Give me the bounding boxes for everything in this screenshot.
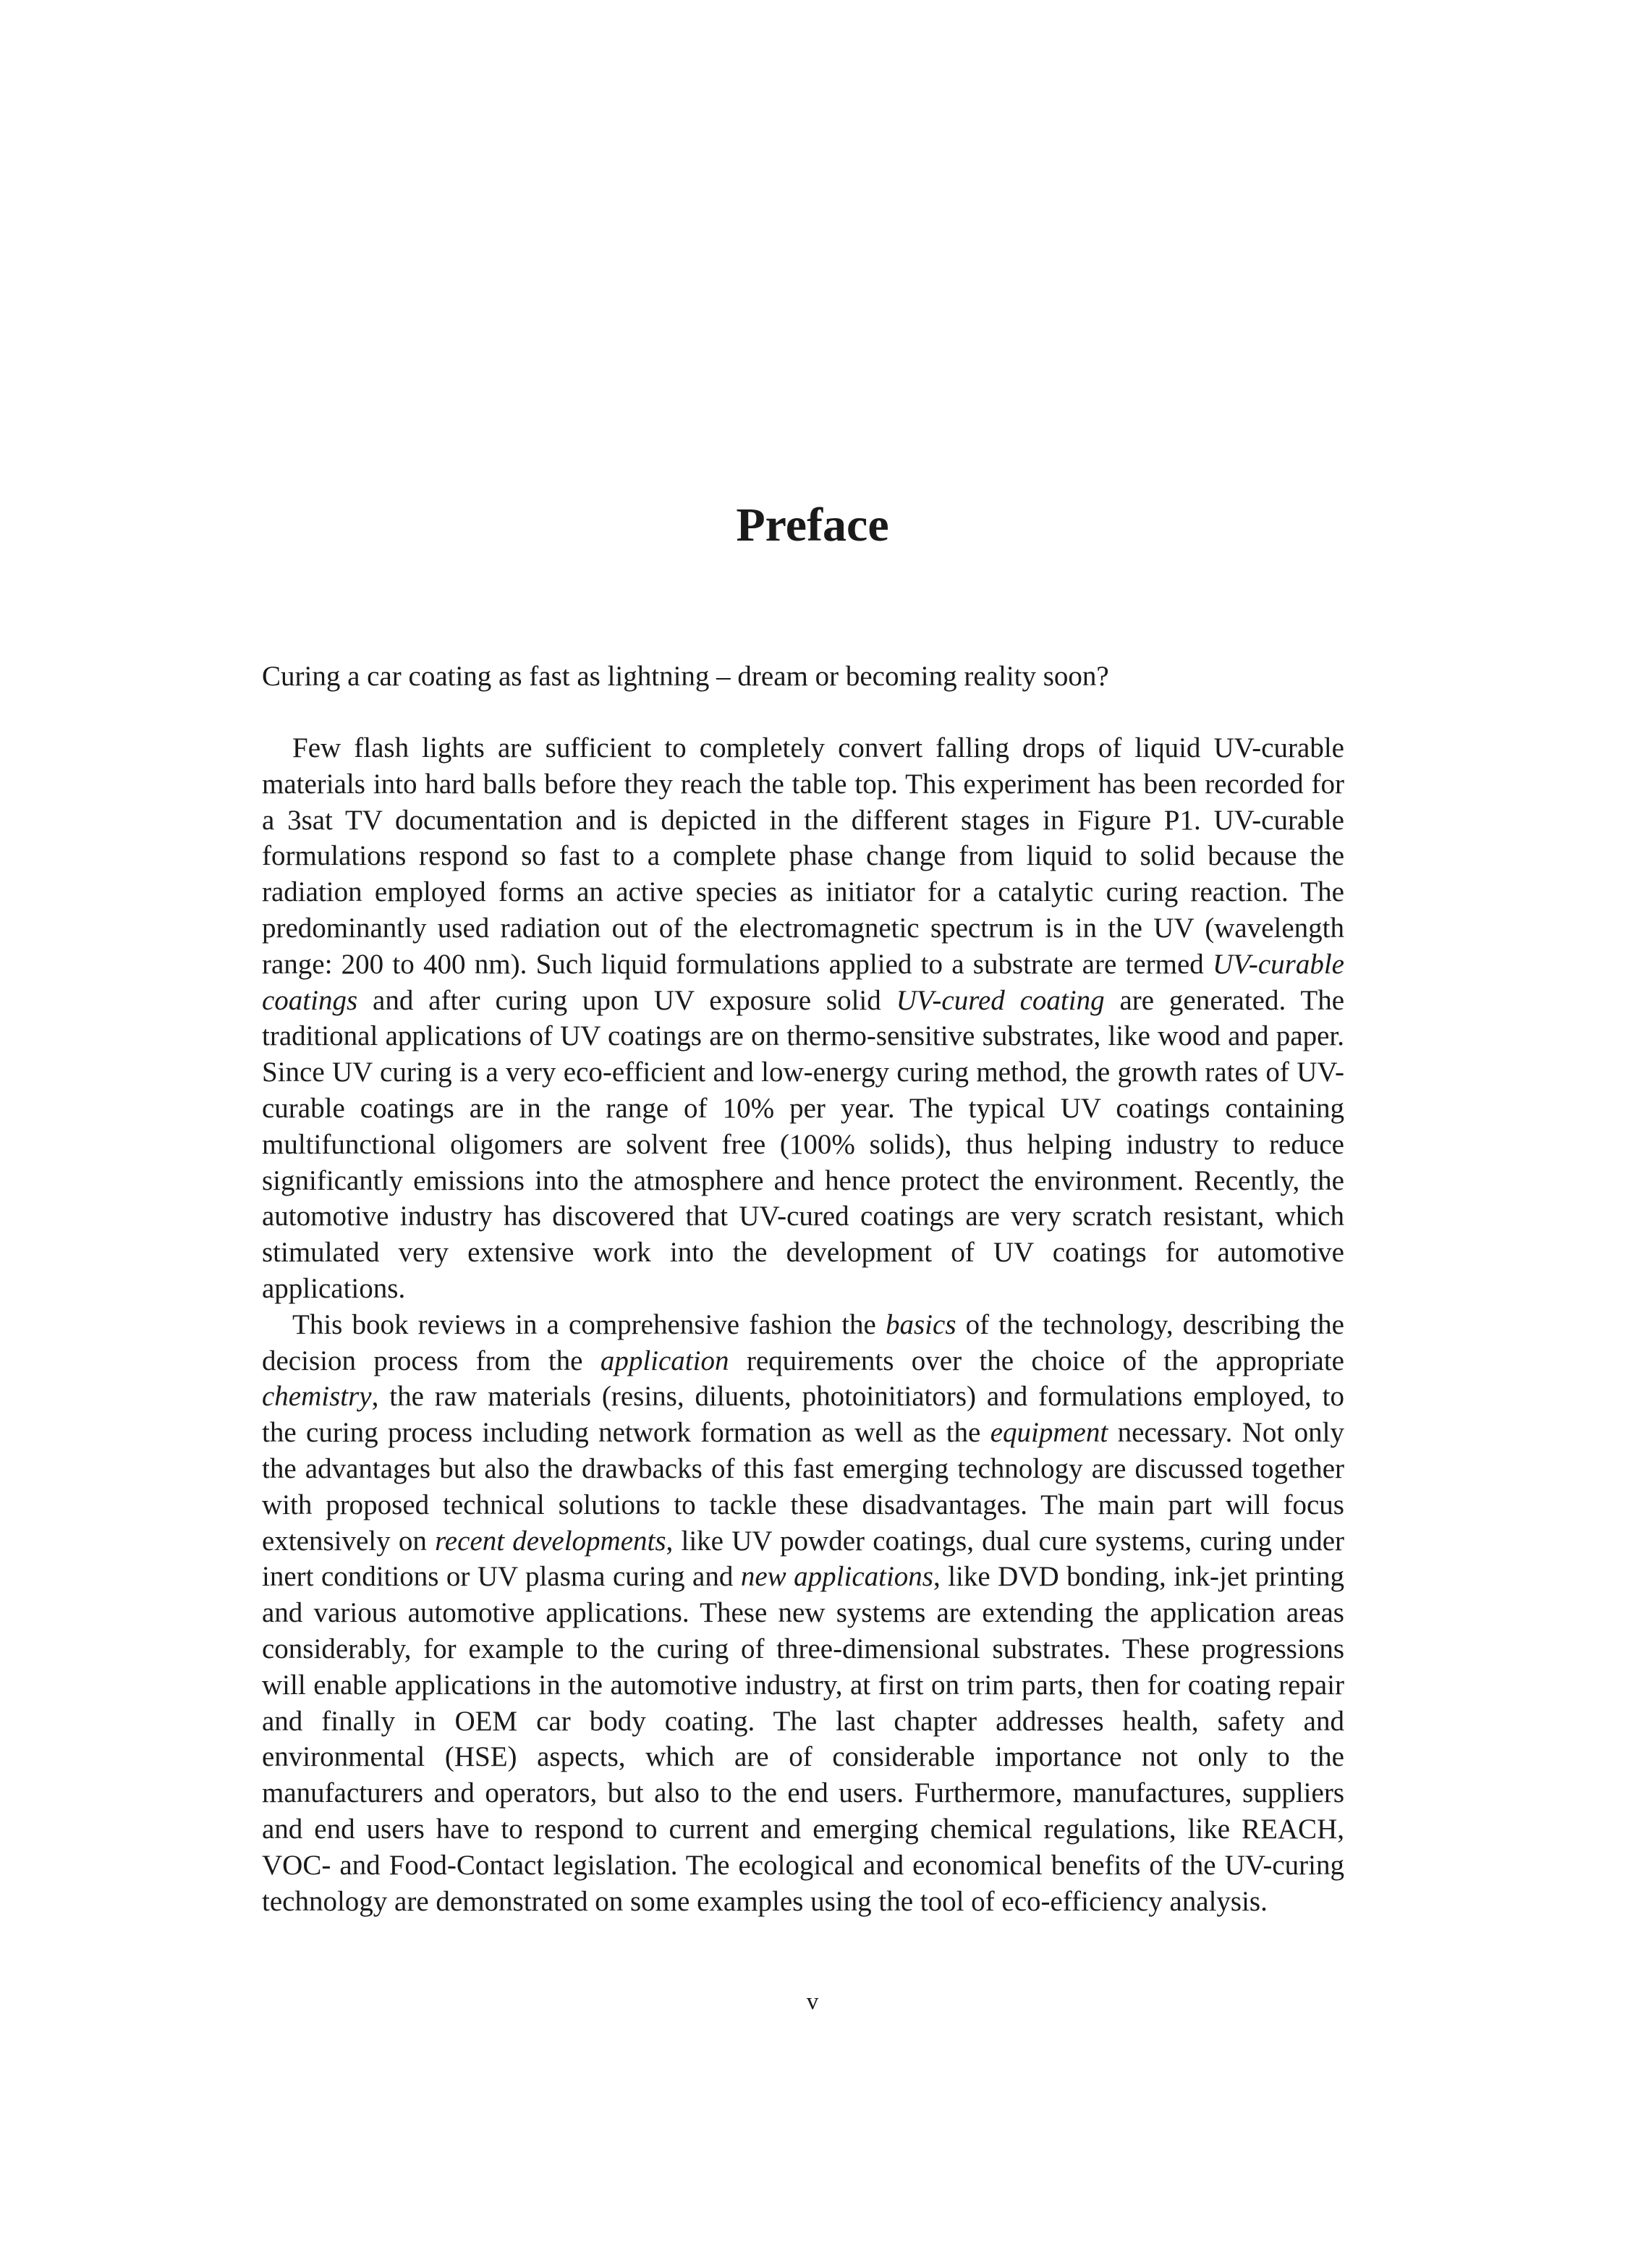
text-segment: This book reviews in a comprehensive fashion the — [292, 1308, 886, 1340]
emphasis-term: application — [600, 1345, 729, 1376]
opening-line: Curing a car coating as fast as lightning – dream or becoming reality soon? — [262, 661, 1109, 692]
emphasis-term: recent developments — [435, 1525, 666, 1557]
text-segment: of the technology, describing the decision process from the — [262, 1308, 1344, 1376]
text-segment: requirements over the choice of the appropriate — [729, 1345, 1344, 1376]
emphasis-term: basics — [886, 1308, 956, 1340]
page-number: v — [806, 1989, 819, 2015]
main-text — [262, 730, 1344, 1919]
paragraph-2 — [262, 1307, 1344, 1920]
text-segment: are generated. The traditional applications of UV coatings are on thermo-sensitive substrates, like wood and paper. Since UV curing is a very eco-efficient and low-energy curing method, the growth rates of UV-curable coatings are in the range of 10% per year. The typical UV coatings containing multifunctional oligomers are solvent free (100% solids), thus helping industry to reduce significantly emissions into the atmosphere and hence protect the environment. Recently, the automotive industry has discovered that UV-cured coatings are very scratch resistant, which stimulated very extensive work into the development of UV coatings for automotive applications. — [262, 984, 1345, 1304]
emphasis-term: new applications — [740, 1561, 933, 1593]
emphasis-term: UV-cured coating — [896, 984, 1105, 1016]
text-segment: Few flash lights are sufficient to completely convert falling drops of liquid UV-curable materials into hard balls before they reach the table top. This experiment has been recorded for a 3sat TV documentation and is depicted in the different stages in Figure P1. UV-curable formulations respond so fast to a complete phase change from liquid to solid because the radiation employed forms an active species as initiator for a catalytic curing reaction. The predominantly used radiation out of the electromagnetic spectrum is in the UV (wavelength range: 200 to 400 nm). Such liquid formulations applied to a substrate are termed — [262, 732, 1344, 980]
emphasis-term: UV-curable coatings — [262, 948, 1344, 1016]
text-segment: , like DVD bonding, ink-jet printing and various automotive applications. These new systems are extending the application areas considerably, for example to the curing of three-dimensional substrates. These progressions will enable applications in the automotive industry, at first on trim parts, then for coating repair and finally in OEM car body coating. The last chapter addresses health, safety and environmental (HSE) aspects, which are of considerable importance not only to the manufacturers and operators, but also to the end users. Furthermore, manufactures, suppliers and end users have to respond to current and emerging chemical regulations, like REACH, VOC- and Food-Contact legislation. The ecological and economical benefits of the UV-curing technology are demonstrated on some examples using the tool of eco-efficiency analysis. — [262, 1561, 1344, 1917]
text-segment: , like UV powder coatings, dual cure systems, curing under inert conditions or UV plasma curing and — [262, 1525, 1344, 1593]
text-segment: , the raw materials (resins, diluents, photoinitiators) and formulations employed, to the curing process including network formation as well as the — [262, 1381, 1344, 1449]
text-segment: and after curing upon UV exposure solid — [357, 984, 896, 1016]
paragraph-1 — [262, 730, 1344, 1307]
emphasis-term: equipment — [990, 1417, 1108, 1449]
text-segment: necessary. Not only the advantages but also the drawbacks of this fast emerging technology are discussed together with proposed technical solutions to tackle these disadvantages. The main part will focus extensively on — [262, 1417, 1344, 1557]
emphasis-term: chemistry — [262, 1381, 372, 1413]
page-title: Preface — [736, 499, 889, 551]
